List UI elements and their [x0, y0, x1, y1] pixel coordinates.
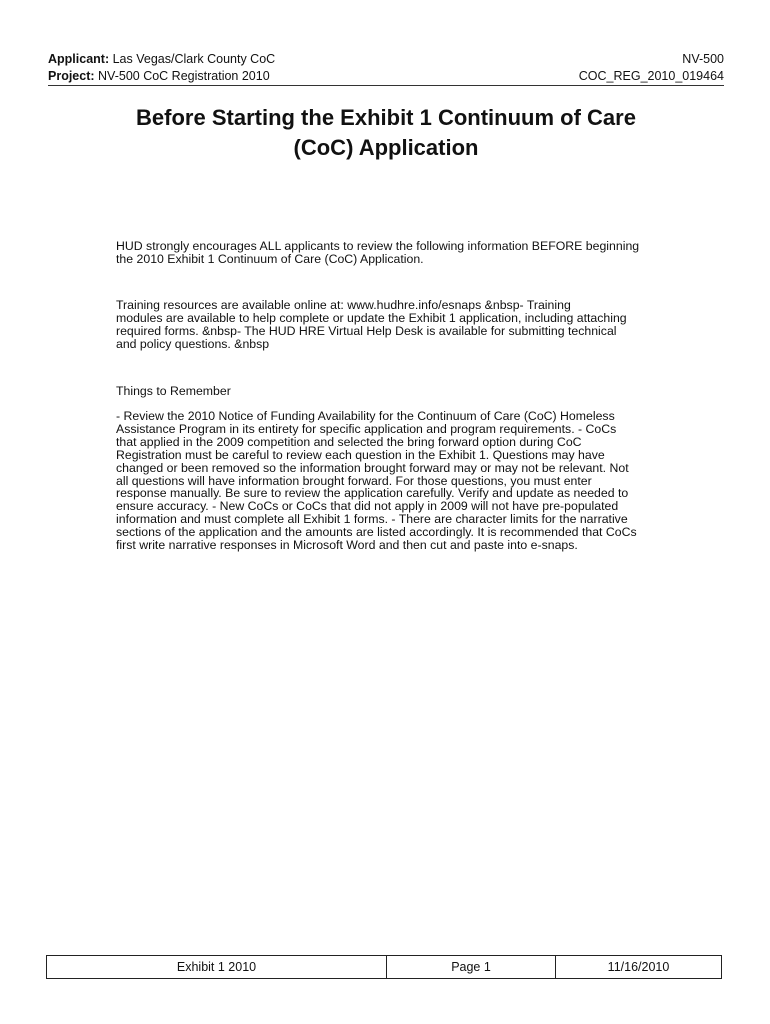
project-label: Project: [48, 69, 95, 83]
applicant-value: Las Vegas/Clark County CoC [112, 52, 276, 66]
title-line: Before Starting the Exhibit 1 Continuum of Care [136, 105, 636, 130]
coc-code: NV-500 [682, 52, 724, 66]
registration-id: COC_REG_2010_019464 [578, 69, 724, 83]
things-line: information and must complete all Exhibit 1 forms. - There are character limits for the narrative [116, 512, 628, 527]
applicant-label: Applicant: [48, 52, 110, 66]
project-line [48, 68, 270, 84]
footer-page-number: Page 1 [386, 956, 555, 978]
things-line: changed or been removed so the information brought forward may or may not be relevant. Not [116, 460, 629, 475]
things-line: ensure accuracy. - New CoCs or CoCs that did not apply in 2009 will not have pre-populated [116, 499, 619, 514]
things-line: - Review the 2010 Notice of Funding Availability for the Continuum of Care (CoC) Homeless [116, 409, 615, 423]
things-line: first write narrative responses in Microsoft Word and then cut and paste into e-snaps. [116, 538, 578, 553]
footer-date: 11/16/2010 [555, 956, 721, 978]
footer-exhibit: Exhibit 1 2010 [176, 960, 257, 974]
things-line: Registration must be careful to review each question in the Exhibit 1. Questions may have [116, 447, 605, 462]
intro-line: the 2010 Exhibit 1 Continuum of Care (CoC) Application. [116, 251, 424, 266]
page-header [48, 47, 724, 86]
things-line: that applied in the 2009 competition and selected the bring forward option during CoC [116, 434, 582, 449]
applicant-line [48, 51, 275, 67]
intro-line: HUD strongly encourages ALL applicants to review the following information BEFORE beginning [116, 239, 640, 253]
project-value: NV-500 CoC Registration 2010 [98, 69, 270, 83]
things-line: Assistance Program in its entirety for specific application and program requirements. - CoCs [116, 421, 617, 436]
things-heading: Things to Remember [116, 384, 231, 398]
intro-paragraph [116, 240, 676, 266]
page-footer [46, 955, 722, 979]
training-line: required forms. &nbsp- The HUD HRE Virtual Help Desk is available for submitting technical [116, 323, 617, 338]
things-line: sections of the application and the amounts are listed accordingly. It is recommended that CoCs [116, 525, 637, 540]
page-title [48, 103, 724, 163]
title-line: (CoC) Application [293, 135, 479, 160]
training-paragraph [116, 299, 676, 351]
training-line: Training resources are available online at: www.hudhre.info/esnaps &nbsp- Training [116, 298, 571, 312]
things-paragraph [116, 410, 676, 552]
things-line: response manually. Be sure to review the application carefully. Verify and update as needed to [116, 486, 629, 501]
training-line: and policy questions. &nbsp [116, 336, 270, 351]
things-line: all questions will have information brought forward. For those questions, you must enter [116, 473, 592, 488]
training-line: modules are available to help complete or update the Exhibit 1 application, including attaching [116, 310, 627, 325]
